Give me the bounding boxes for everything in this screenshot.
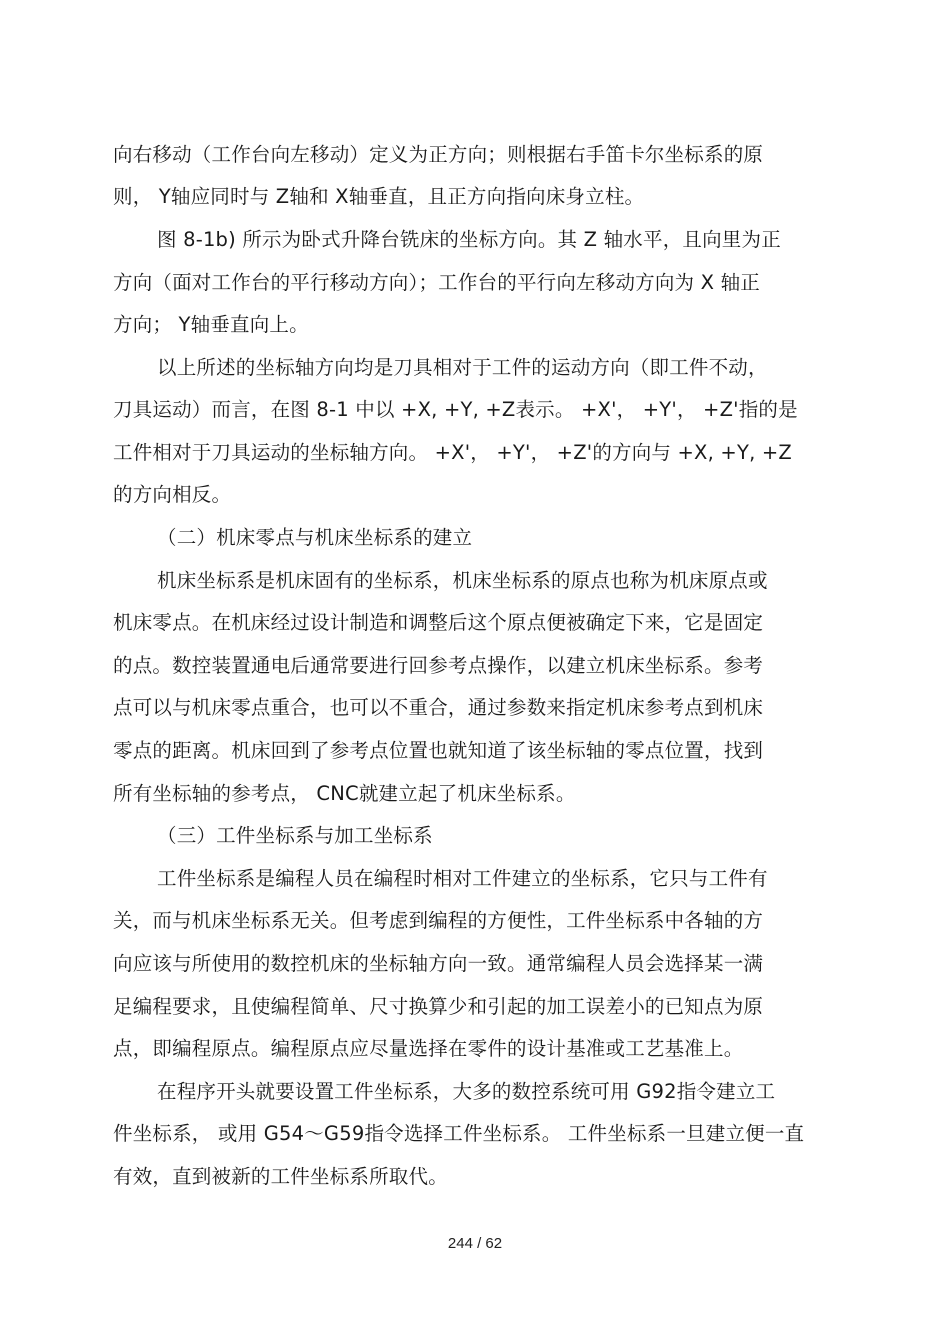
- section-heading: （三）工件坐标系与加工坐标系: [157, 824, 433, 847]
- text-line: 的点。数控装置通电后通常要进行回参考点操作，以建立机床坐标系。参考: [113, 654, 764, 677]
- text-line: 有效，直到被新的工件坐标系所取代。: [113, 1165, 448, 1188]
- text-line: 向右移动（工作台向左移动）定义为正方向；则根据右手笛卡尔坐标系的原: [113, 143, 764, 166]
- text-line: 点可以与机床零点重合，也可以不重合，通过参数来指定机床参考点到机床: [113, 696, 764, 719]
- text-line: 的方向相反。: [113, 483, 232, 506]
- text-line: 机床坐标系是机床固有的坐标系，机床坐标系的原点也称为机床原点或: [157, 569, 768, 592]
- page-number: 244 / 62: [447, 1235, 503, 1252]
- text-line: 则， Y轴应同时与 Z轴和 X轴垂直，且正方向指向床身立柱。: [113, 185, 645, 208]
- text-line: 方向（面对工作台的平行移动方向）；工作台的平行向左移动方向为 X 轴正: [113, 271, 761, 294]
- section-heading: （二）机床零点与机床坐标系的建立: [157, 526, 473, 549]
- text-line: 点，即编程原点。编程原点应尽量选择在零件的设计基准或工艺基准上。: [113, 1037, 744, 1060]
- text-line: 方向； Y轴垂直向上。: [113, 313, 309, 336]
- text-line: 在程序开头就要设置工件坐标系，大多的数控系统可用 G92指令建立工: [157, 1080, 776, 1103]
- text-line: 图 8-1b) 所示为卧式升降台铣床的坐标方向。其 Z 轴水平，且向里为正: [157, 228, 781, 251]
- text-line: 关，而与机床坐标系无关。但考虑到编程的方便性，工件坐标系中各轴的方: [113, 909, 764, 932]
- text-line: 以上所述的坐标轴方向均是刀具相对于工件的运动方向（即工件不动，: [157, 356, 768, 379]
- text-line: 所有坐标轴的参考点， CNC就建立起了机床坐标系。: [113, 782, 576, 805]
- text-line: 刀具运动）而言，在图 8-1 中以 +X, +Y, +Z表示。 +X'， +Y'， +Z'指的是: [113, 398, 798, 421]
- text-line: 工件坐标系是编程人员在编程时相对工件建立的坐标系，它只与工件有: [157, 867, 768, 890]
- text-line: 工件相对于刀具运动的坐标轴方向。 +X'， +Y'， +Z'的方向与 +X, +Y, +Z: [113, 441, 792, 464]
- text-line: 足编程要求，且使编程简单、尺寸换算少和引起的加工误差小的已知点为原: [113, 995, 764, 1018]
- text-line: 零点的距离。机床回到了参考点位置也就知道了该坐标轴的零点位置，找到: [113, 739, 764, 762]
- text-line: 向应该与所使用的数控机床的坐标轴方向一致。通常编程人员会选择某一满: [113, 952, 764, 975]
- text-line: 件坐标系， 或用 G54～G59指令选择工件坐标系。 工件坐标系一旦建立便一直: [113, 1122, 805, 1145]
- text-line: 机床零点。在机床经过设计制造和调整后这个原点便被确定下来，它是固定: [113, 611, 764, 634]
